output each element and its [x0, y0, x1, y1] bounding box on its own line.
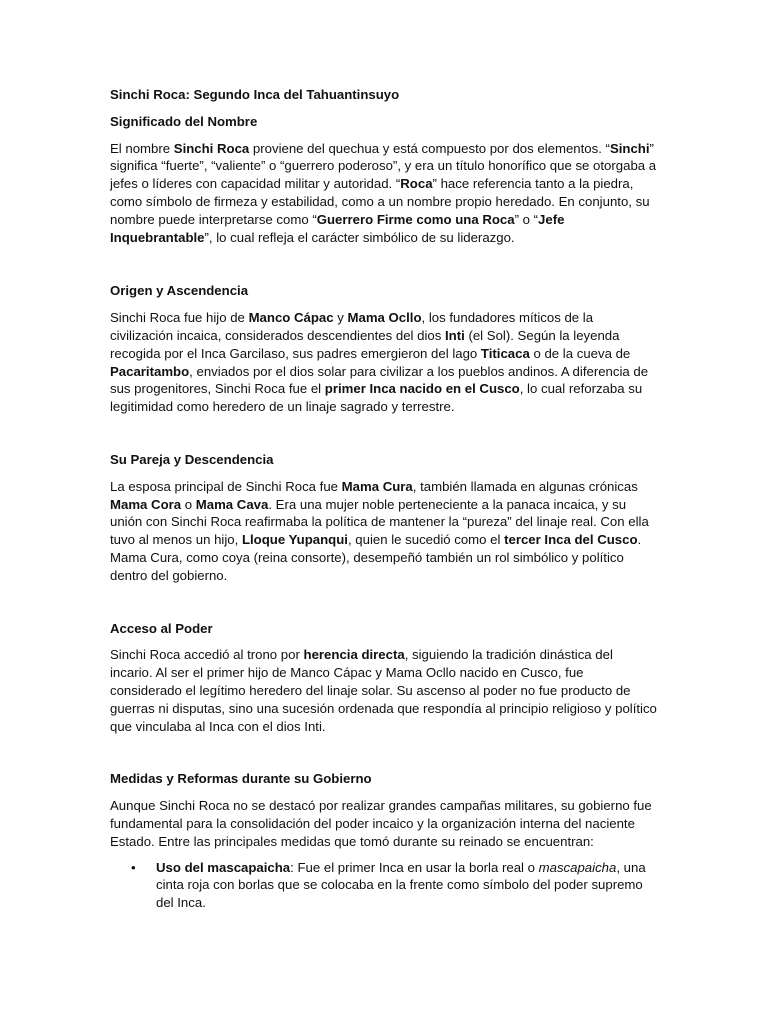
section-paragraph — [110, 478, 658, 585]
section-paragraph — [110, 140, 658, 247]
text-run: , quien le sucedió como el — [347, 532, 505, 548]
text-run: ”, lo cual refleja el carácter simbólico de su liderazgo. — [204, 229, 515, 245]
document-title: Sinchi Roca: Segundo Inca del Tahuantinsuyo — [110, 87, 400, 102]
text-run: , los fundadores míticos de la civilización incaica, considerados descendientes del dios — [110, 310, 594, 343]
section — [110, 113, 658, 247]
section — [110, 770, 658, 912]
text-run: Sinchi Roca fue hijo de — [110, 310, 249, 326]
text-run: , lo cual reforzaba su legitimidad como heredero de un linaje sagrado y terrestre. — [110, 381, 643, 415]
bold-text-run: Sinchi Roca — [173, 140, 250, 156]
bold-text-run: Sinchi — [609, 140, 650, 156]
text-run: proviene del quechua y está compuesto por dos elementos. “ — [249, 140, 610, 156]
text-run: La esposa principal de Sinchi Roca fue — [110, 478, 342, 494]
bold-text-run: Jefe Inquebrantable — [110, 211, 565, 245]
section-heading: Origen y Ascendencia — [110, 283, 249, 299]
bold-text-run: Inti — [445, 327, 465, 343]
section-heading: Medidas y Reformas durante su Gobierno — [110, 771, 372, 787]
text-run: , enviados por el dios solar para civilizar a los pueblos andinos. A diferencia de sus progenitores, Sinchi Roca fue el — [110, 363, 649, 397]
text-run: ” o “ — [514, 211, 539, 227]
text-run: , una cinta roja con borlas que se colocaba en la frente como símbolo del poder supremo del Inca. — [156, 859, 646, 911]
text-run: , también llamada en algunas crónicas — [412, 478, 638, 494]
section-heading: Su Pareja y Descendencia — [110, 451, 274, 467]
section-heading: Significado del Nombre — [110, 113, 258, 129]
text-run: y — [333, 310, 348, 326]
bold-text-run: Uso del mascapaicha — [156, 859, 291, 875]
sections-container — [110, 113, 658, 912]
section — [110, 451, 658, 585]
text-run: : Fue el primer Inca en usar la borla real o — [290, 859, 539, 875]
bold-text-run: herencia directa — [303, 647, 405, 663]
bold-text-run: Guerrero Firme como una Roca — [316, 211, 515, 227]
bold-text-run: Mama Cava — [195, 496, 269, 512]
bold-text-run: primer Inca nacido en el Cusco — [324, 381, 520, 397]
bold-text-run: Manco Cápac — [248, 310, 334, 326]
bold-text-run: Roca — [400, 176, 433, 192]
section-paragraph — [110, 309, 658, 416]
bullet-list — [110, 859, 658, 912]
bold-text-run: Mama Ocllo — [347, 310, 422, 326]
bold-text-run: Lloque Yupanqui — [241, 532, 348, 548]
document-body — [110, 86, 658, 947]
text-run: ” hace referencia tanto a la piedra, como símbolo de firmeza y estabilidad, como a un nombre propio heredado. En conjunto, su nombre puede interpretarse como “ — [110, 176, 650, 227]
bold-text-run: Pacaritambo — [110, 363, 190, 379]
section — [110, 282, 658, 416]
text-run: Aunque Sinchi Roca no se destacó por realizar grandes campañas militares, su gobierno fue fundamental para la consolidación del poder incaico y la organización interna del naciente Estado. Entre las principales medidas que tomó durante su reinado se encuentran: — [110, 798, 652, 849]
section-paragraph — [110, 646, 658, 735]
text-run: o de la cueva de — [529, 345, 631, 361]
bold-text-run: Mama Cura — [341, 478, 413, 494]
text-run: ” significa “fuerte”, “valiente” o “guerrero poderoso”, y era un título honorífico que se otorgaba a jefes o líderes con capacidad militar y autoridad. “ — [110, 140, 657, 192]
bold-text-run: Titicaca — [480, 345, 530, 361]
text-run: . Era una mujer noble perteneciente a la panaca incaica, y su unión con Sinchi Roca reafirmaba la política de mantener la “pureza” del linaje real. Con ella tuvo al menos un hijo, — [110, 496, 649, 548]
section — [110, 620, 658, 736]
italic-text-run: mascapaicha — [538, 859, 617, 875]
text-run: . Mama Cura, como coya (reina consorte), desempeñó también un rol simbólico y político dentro del gobierno. — [110, 532, 642, 583]
text-run: (el Sol). Según la leyenda recogida por el Inca Garcilaso, sus padres emergieron del lago — [110, 327, 620, 361]
text-run: o — [181, 496, 196, 512]
section-heading: Acceso al Poder — [110, 620, 213, 636]
text-run: Sinchi Roca accedió al trono por — [110, 647, 304, 663]
bullet-item — [131, 859, 658, 912]
bullet-icon: • — [131, 859, 136, 875]
text-run: El nombre — [110, 140, 174, 156]
section-paragraph — [110, 797, 658, 850]
bold-text-run: Mama Cora — [110, 496, 182, 512]
text-run: , siguiendo la tradición dinástica del incario. Al ser el primer hijo de Manco Cápac y Mama Ocllo nacido en Cusco, fue considerado el legítimo heredero del linaje solar. Su ascenso al poder no fue producto de guerras ni disputas, sino una sucesión ordenada que respondía al principio religioso y político que vinculaba al Inca con el dios Inti. — [110, 647, 657, 734]
bold-text-run: tercer Inca del Cusco — [504, 532, 638, 548]
